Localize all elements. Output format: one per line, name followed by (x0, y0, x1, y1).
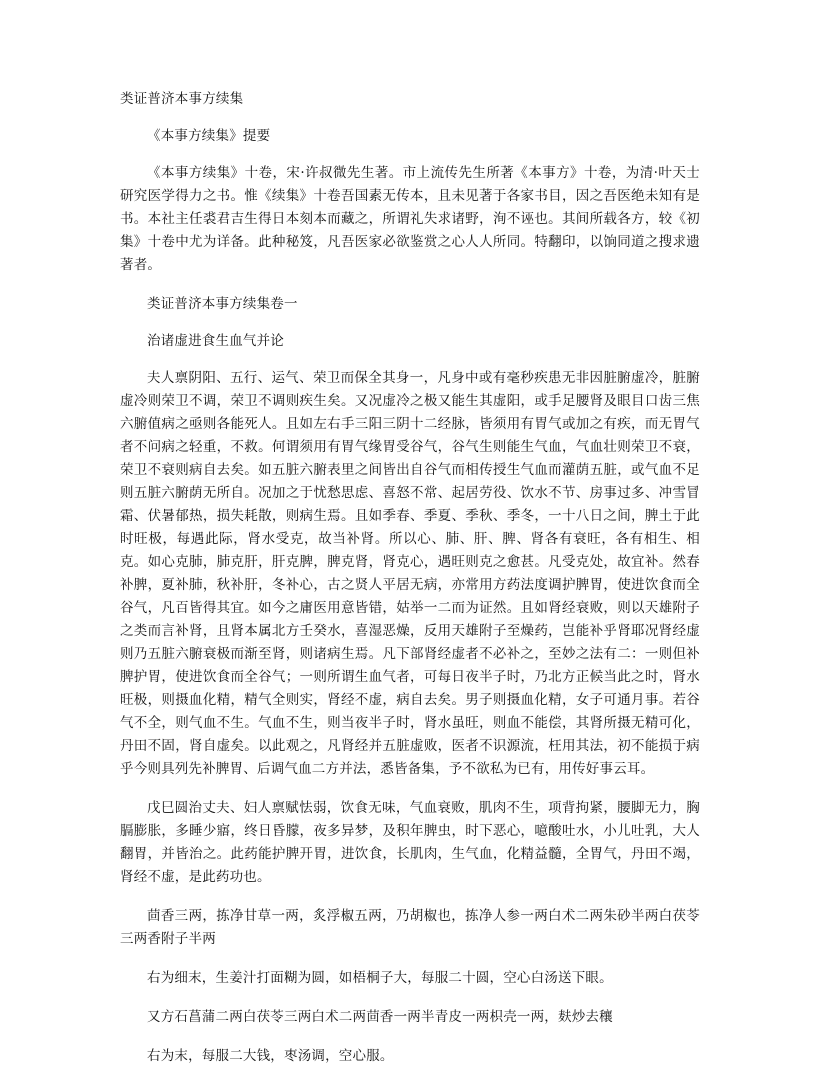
book-title: 类证普济本事方续集 (120, 91, 244, 107)
section-title: 治诸虚进食生血气并论 (147, 333, 284, 349)
alt-formula-preparation: 右为末，每服二大钱，枣汤调，空心服。 (147, 1048, 394, 1064)
formula-preparation: 右为细末，生姜汁打面糊为圆，如梧桐子大，每服二十圆，空心白汤送下眼。 (147, 970, 613, 986)
document-page (120, 88, 700, 1068)
alt-formula-ingredients: 又方石菖蒲二两白茯苓三两白术二两茴香一两半青皮一两枳壳一两，麸炒去穰 (147, 1009, 613, 1025)
preface-body: 《本事方续集》十卷，宋·许叔微先生著。市上流传先生所著《本事方》十卷，为清·叶天士研究医学得力之书。惟《续集》十卷吾国素无传本，且未见著于各家书目，因之吾医绝未知有是书。本社主任裘君吉生得日本刻本而藏之，所谓礼失求诸野，洵不诬也。其间所载各方，较《初集》十卷中尤为详备。此种秘笈，凡吾医家必欲鉴赏之心人人所同。特翻印，以饷同道之搜求遗著者。 (120, 165, 700, 273)
formula-intro: 戊巳圆治丈夫、妇人禀赋怯弱，饮食无味，气血衰败，肌肉不生，项背拘紧，腰脚无力，胸膈膨胀，多睡少寤，终日昏朦，夜多异梦，及积年脾虫，时下恶心，噫酸吐水，小儿吐乳，大人翻胃，并皆治之。此药能护脾开胃，进饮食，长肌肉，生气血，化精益髓，全胃气，丹田不竭，肾经不虚，是此药功也。 (120, 800, 700, 885)
preface-title: 《本事方续集》提要 (147, 128, 271, 144)
discourse-paragraph: 夫人禀阴阳、五行、运气、荣卫而保全其身一，凡身中或有毫秒疾患无非因脏腑虚冷，脏腑虚冷则荣卫不调，荣卫不调则疾生矣。又况虚冷之极又能生其虚阳，或手足腰肾及眼目口齿三焦六腑值病之亟则各能死人。且如左右手三阳三阴十二经脉，皆须用有胃气或加之有疾，而无胃气者不问病之轻重，不救。何谓须用有胃气缘胃受谷气，谷气生则能生气血，气血壮则荣卫不衰，荣卫不衰则病自去矣。如五脏六腑表里之间皆出自谷气而相传授生气血而灌荫五脏，或气血不足则五脏六腑荫无所自。况加之于忧愁思虑、喜怒不常、起居劳役、饮水不节、房事过多、冲雪冒霜、伏暑郁热，损失耗散，则病生焉。且如季春、季夏、季秋、季冬，一十八日之间，脾土于此时旺极，每遇此际，肾水受克，故当补肾。所以心、肺、肝、脾、肾各有衰旺，各有相生、相克。如心克肺，肺克肝，肝克脾，脾克肾，肾克心，遇旺则克之愈甚。凡受克处，故宜补。然春补脾，夏补肺，秋补肝，冬补心，古之贤人平居无病，亦常用方药法度调护脾胃，使进饮食而全谷气，凡百皆得其宜。如今之庸医用意皆错，姑举一二而为证然。且如肾经衰败，则以天雄附子之类而言补肾，且肾本属北方壬癸水，喜湿恶燥，反用天雄附子至燥药，岂能补乎肾耶况肾经虚则乃五脏六腑衰极而渐至肾，则诸病生焉。凡下部肾经虚者不必补之，至妙之法有二：一则但补脾护胃，使进饮食而全谷气；一则所谓生血气者，可每日夜半子时，乃北方正候当此之时，肾水旺极，则摄血化精，精气全则实，肾经不虚，病自去矣。男子则摄血化精，女子可通月事。若谷气不全，则气血不生。气血不生，则当夜半子时，肾水虽旺，则血不能偿，其肾所摄无精可化，丹田不固，肾自虚矣。以此观之，凡肾经并五脏虚败，医者不识源流，枉用其法，初不能损于病乎今则具列先补脾胃、后调气血二方并法，悉皆备集，予不欲私为已有，用传好事云耳。 (120, 370, 700, 777)
volume-title: 类证普济本事方续集卷一 (147, 296, 298, 312)
formula-ingredients: 茴香三两，拣净甘草一两，炙浮椒五两，乃胡椒也，拣净人参一两白术二两朱砂半两白茯苓三两香附子半两 (120, 908, 700, 947)
